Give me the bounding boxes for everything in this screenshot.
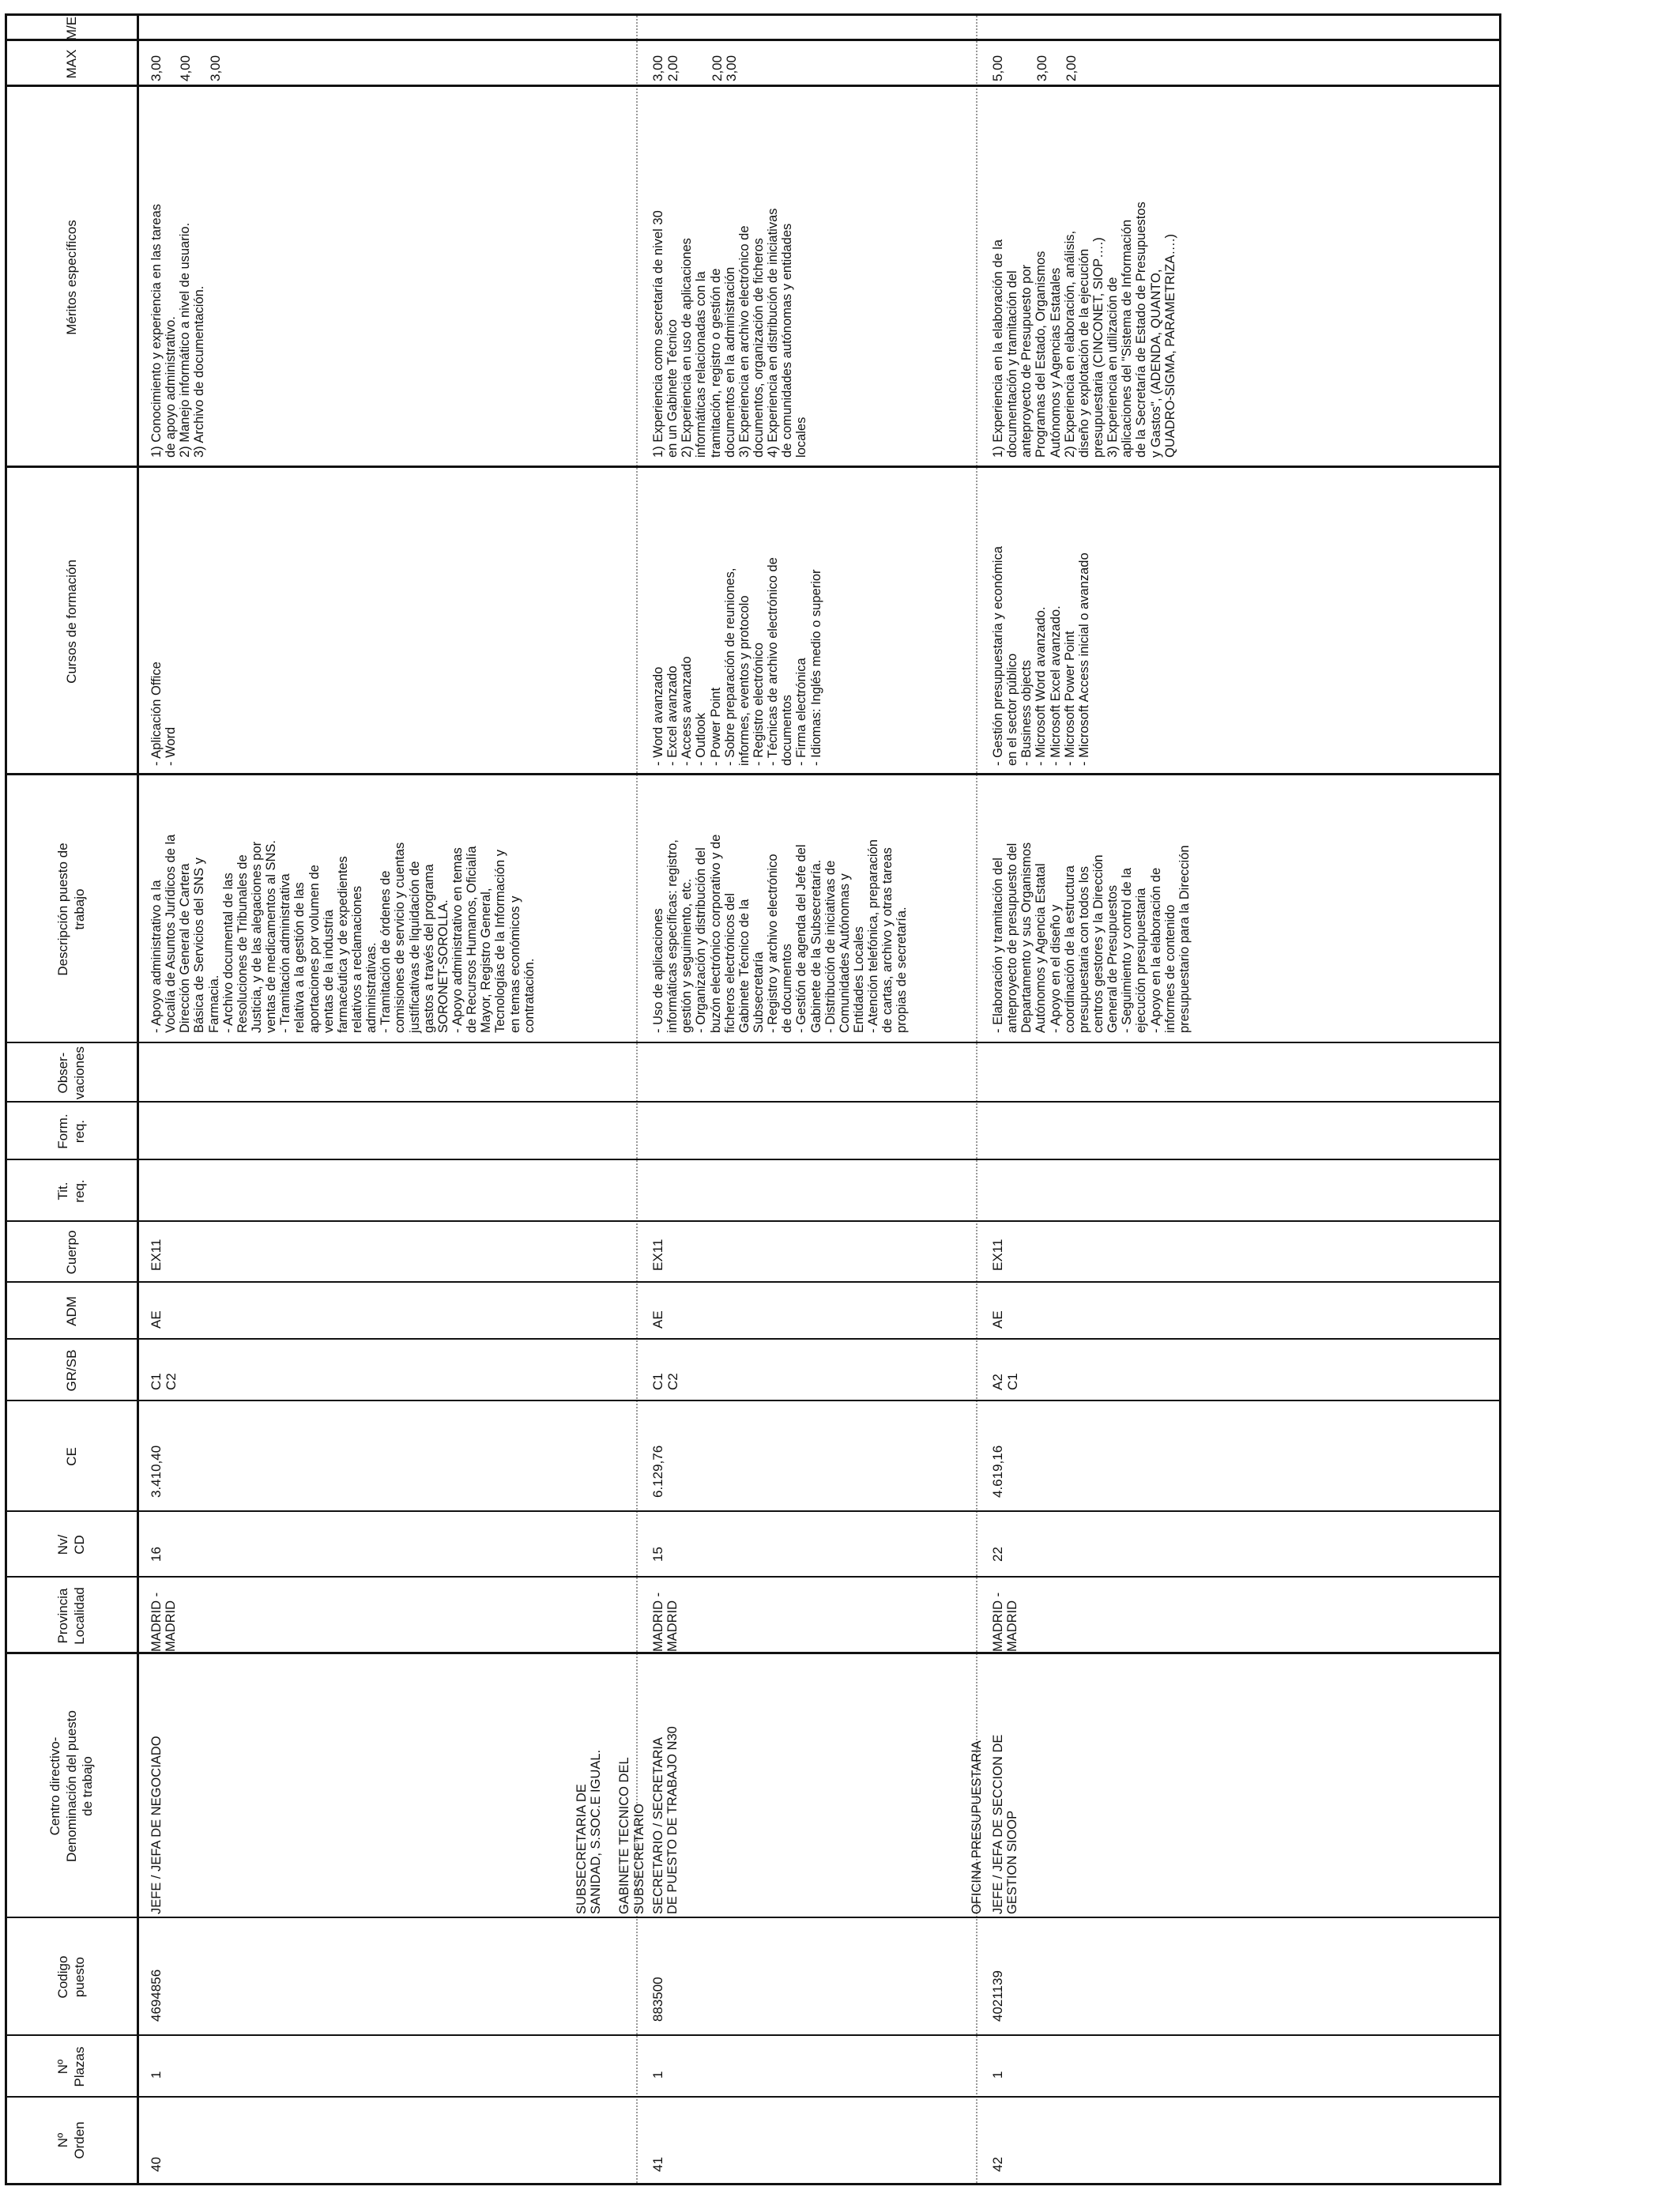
column-separator (7, 1510, 1499, 1512)
cell-provincia: MADRID - MADRID (991, 1592, 1020, 1652)
cell-ce: 4.619,16 (990, 1445, 1005, 1498)
header-provincia: Provincia Localidad (55, 1587, 87, 1645)
cell-cuerpo: EX11 (149, 1238, 164, 1271)
cell-orden: 41 (650, 2157, 665, 2172)
cell-cursos: - Gestión presupuestaria y económica en el sector público - Business objects - Microsoft Word avanzado. - Microsoft Excel avanzado. - Microsoft Power Point - Microsoft Access inicial o avanzado (991, 546, 1091, 766)
header-titulacion: Tit. req. (55, 1179, 87, 1203)
cell-plazas: 1 (990, 2071, 1005, 2079)
header-grupo: GR/SB (63, 1349, 79, 1392)
column-separator (7, 1652, 1499, 1654)
column-separator (7, 1220, 1499, 1222)
header-me: M/E (63, 16, 79, 41)
cell-adm: AE (990, 1310, 1005, 1329)
header-adm: ADM (63, 1296, 79, 1326)
column-separator (7, 2034, 1499, 2036)
header-codigo: Codigo puesto (55, 1955, 87, 1999)
header-plazas: Nº Plazas (55, 2046, 87, 2087)
header-cuerpo: Cuerpo (63, 1230, 79, 1275)
cell-descripcion: - Apoyo administrativo a la Vocalía de Asuntos Jurídicos de la Dirección General de Cartera Básica de Servicios del SNS y Farmacia. - Archivo documental de las Resoluciones de Tribunales de Justicia, y de las alegaciones por ventas de medicamentos al SNS. - Tramitación administrativa relativa a la gestión de las aportaciones por volumen de ventas de la industria farmacéutica y de expedientes relativos a reclamaciones administrativas. - Tramitación de órdenes de comisiones de servicio y cuentas justificativas de liquidación de gastos a través del programa SORONET-SOROLLA. - Apoyo administrativo en temas de Recursos Humanos, Oficialía Mayor, Registro General, Tecnologías de la Información y en temas económicos y contratación. (149, 834, 537, 1033)
column-separator (7, 1576, 1499, 1578)
cell-centro-section: SUBSECRETARIA DE SANIDAD, S.SOC.E IGUAL. GABINETE TECNICO DEL SUBSECRETARIO (574, 1749, 646, 1914)
cell-plazas: 1 (650, 2071, 665, 2079)
column-separator (7, 1281, 1499, 1283)
cell-grupo: C1 C2 (650, 1373, 680, 1390)
cell-meritos: 1) Conocimiento y experiencia en las tareas de apoyo administrativo. 2) Manejo informático a nivel de usuario. 3) Archivo de documentación. (149, 203, 207, 458)
column-separator (7, 1917, 1499, 1918)
cell-descripcion: - Uso de aplicaciones informáticas específicas: registro, gestión y seguimiento, etc. - Organización y distribución del buzón electrónico corporativo y de ficheros electrónicos del Gabinete Técnico de la Subsecretaría - Registro y archivo electrónico de documentos - Gestión de agenda del Jefe del Gabinete de la Subsecretaría. - Distribución de iniciativas de Comunidades Autónomas y Entidades Locales - Atención telefónica, preparación de cartas, archivo y otras tareas propias de secretaría. (651, 834, 910, 1033)
cell-adm: AE (149, 1310, 164, 1329)
cell-grupo: C1 C2 (149, 1373, 179, 1390)
cell-centro: SECRETARIO / SECRETARIA DE PUESTO DE TRABAJO N30 (651, 1726, 680, 1914)
cell-nivel: 22 (990, 1547, 1005, 1562)
cell-cursos: - Aplicación Office - Word (149, 662, 179, 766)
column-separator (7, 39, 1499, 41)
header-ce: CE (63, 1447, 79, 1466)
column-separator (7, 1101, 1499, 1103)
cell-codigo: 4021139 (990, 1970, 1005, 2022)
cell-centro-section: OFICINA PRESUPUESTARIA (970, 1740, 984, 1914)
cell-centro: JEFE / JEFA DE SECCION DE GESTION SIOOP (991, 1734, 1020, 1914)
cell-provincia: MADRID - MADRID (149, 1592, 179, 1652)
cell-codigo: 4694856 (149, 1969, 164, 2022)
cell-provincia: MADRID - MADRID (651, 1592, 680, 1652)
cell-ce: 6.129,76 (650, 1445, 665, 1498)
column-separator (7, 1400, 1499, 1401)
cell-orden: 42 (990, 2157, 1005, 2172)
header-orden: Nº Orden (55, 2121, 87, 2159)
column-separator (7, 773, 1499, 775)
cell-descripcion: - Elaboración y tramitación del anteproyecto de presupuesto del Departamento y sus Organismos Autónomos y Agencia Estatal - Apoyo en el diseño y coordinación de la estructura presupuestaria con todos los centros gestores y la Dirección General de Presupuestos - Seguimiento y control de la ejecución presupuestaria - Apoyo en la elaboración de informes de contenido presupuestario para la Dirección (991, 842, 1192, 1033)
cell-plazas: 1 (149, 2071, 164, 2079)
cell-adm: AE (650, 1310, 665, 1329)
cell-centro: JEFE / JEFA DE NEGOCIADO (149, 1736, 164, 1914)
cell-max: 3,00 2,00 2,00 3,00 (650, 55, 740, 81)
cell-cuerpo: EX11 (650, 1238, 665, 1271)
column-separator (7, 2096, 1499, 2098)
cell-max: 3,00 4,00 3,00 (149, 55, 223, 81)
column-separator (7, 1338, 1499, 1340)
column-separator (7, 1159, 1499, 1160)
cell-max: 5,00 3,00 2,00 (990, 55, 1079, 81)
cell-codigo: 883500 (650, 1977, 665, 2022)
header-observaciones: Obser- vaciones (55, 1046, 87, 1100)
column-separator (7, 85, 1499, 87)
cell-grupo: A2 C1 (990, 1373, 1020, 1390)
positions-table (5, 13, 1501, 2185)
header-formacion: Form. req. (55, 1114, 87, 1149)
header-centro: Centro directivo- Denominación del puesto de trabajo (47, 1710, 96, 1862)
header-max: MAX (63, 49, 79, 79)
cell-nivel: 15 (650, 1547, 665, 1562)
cell-meritos: 1) Experiencia en la elaboración de la documentación y tramitación del anteproyecto de Presupuesto por Programas del Estado, Organismos Autónomos y Agencias Estatales 2) Experiencia en elaboración, análisis, diseño y explotación de la ejecución presupuestaria (CINCONET, SIOP….) 3) Experiencia en utilización de aplicaciones del "Sistema de Información de la Secretaría de Estado de Presupuestos y Gastos", (ADENDA, QUANTO, QUADRO-SIGMA, PARAMETRIZA….) (991, 202, 1177, 458)
header-nivel: Nv/ CD (55, 1534, 87, 1555)
header-cursos: Cursos de formación (63, 560, 79, 684)
header-rule (137, 16, 139, 2183)
cell-ce: 3.410,40 (149, 1445, 164, 1498)
header-descripcion: Descripción puesto de trabajo (55, 843, 87, 976)
cell-cursos: - Word avanzado - Excel avanzado - Access avanzado - Outlook - Power Point - Sobre preparación de reuniones, informes, eventos y protocolo - Registro electrónico - Técnicas de archivo electrónico de documentos - Firma electrónica - Idiomas: Inglés medio o superior (651, 557, 823, 766)
header-meritos: Méritos específicos (63, 220, 79, 335)
column-separator (7, 466, 1499, 468)
cell-meritos: 1) Experiencia como secretaría de nivel 30 en un Gabinete Técnico 2) Experiencia en uso de aplicaciones informáticas relacionadas con la tramitación, registro o gestión de documentos en la administración 3) Experiencia en archivo electrónico de documentos, organización de ficheros 4) Experiencia en distribución de iniciativas de comunidades autónomas y entidades locales (651, 208, 809, 458)
cell-nivel: 16 (149, 1547, 164, 1562)
cell-orden: 40 (149, 2157, 164, 2172)
cell-cuerpo: EX11 (990, 1238, 1005, 1271)
column-separator (7, 1042, 1499, 1043)
